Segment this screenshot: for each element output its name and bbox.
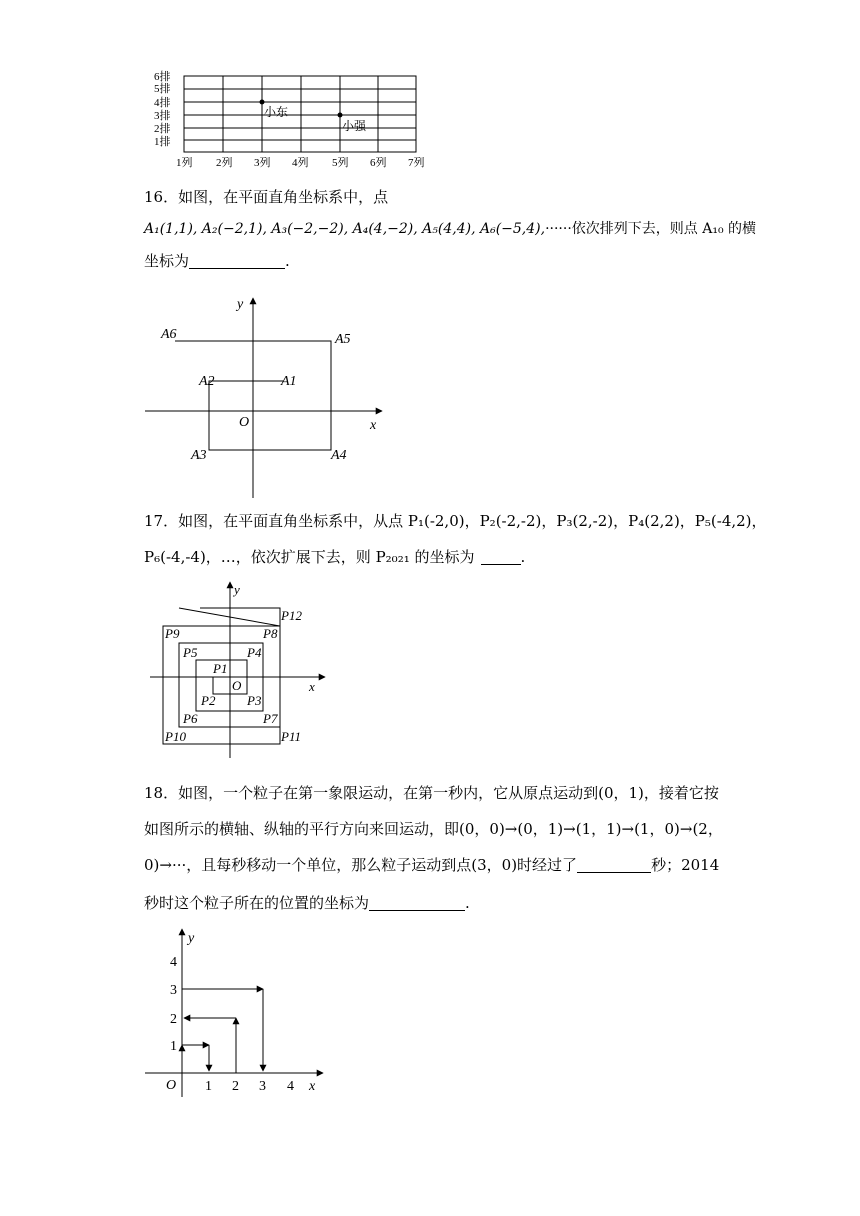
particle-path — [182, 989, 263, 1073]
q16-line2-rest: ······依次排列下去，则点 A₁₀ 的横 — [545, 221, 757, 237]
point-label-p6: P6 — [183, 711, 198, 726]
q18-line2: 如图所示的横轴、纵轴的平行方向来回运动，即(0，0)→(0，1)→(1，1)→(1，0)→(2， — [144, 820, 723, 838]
answer-blank — [189, 254, 285, 269]
col-label: 7列 — [408, 157, 425, 169]
origin-label: O — [232, 678, 242, 693]
point-label-p8: P8 — [263, 626, 278, 641]
point-label-p10: P10 — [165, 729, 186, 744]
q16-line1: 16．如图，在平面直角坐标系中，点 — [144, 188, 389, 206]
q18-particle-figure — [145, 925, 330, 1100]
col-label: 2列 — [216, 157, 233, 169]
point-label-p1: P1 — [213, 661, 228, 676]
point-label-a6: A6 — [161, 327, 177, 342]
q17-line2: P₆(-4,-4)，…，依次扩展下去，则 P₂₀₂₁ 的坐标为 — [144, 548, 475, 566]
q16-spiral-figure — [145, 292, 390, 502]
point-label: 小强 — [342, 119, 367, 133]
y-axis-label: y — [234, 582, 240, 597]
origin-label: O — [239, 415, 250, 430]
point-label-p2: P2 — [201, 693, 216, 708]
point-label-a3: A3 — [191, 448, 207, 463]
origin-label: O — [166, 1078, 177, 1093]
y-tick-label: 2 — [170, 1012, 177, 1027]
seat-grid-figure — [150, 68, 440, 174]
period: . — [285, 252, 290, 270]
point-label-a4: A4 — [331, 448, 347, 463]
x-axis-label: x — [309, 1079, 316, 1094]
point-xiaodong — [260, 100, 265, 105]
spiral-path-end — [200, 608, 280, 626]
point-label-p12: P12 — [281, 608, 302, 623]
col-label: 6列 — [370, 157, 387, 169]
x-axis-label: x — [309, 679, 315, 694]
row-label: 3排 — [154, 110, 171, 122]
q18-line3b: 秒；2014 — [651, 856, 720, 874]
x-axis-label: x — [370, 418, 377, 433]
point-label-p3: P3 — [247, 693, 262, 708]
answer-blank-seconds — [577, 858, 651, 873]
answer-blank-position — [369, 896, 465, 911]
y-tick-label: 3 — [170, 983, 177, 998]
y-axis-label: y — [188, 931, 195, 946]
row-label: 2排 — [154, 123, 171, 135]
x-tick-label: 3 — [259, 1079, 266, 1094]
q16-line3: 坐标为 — [144, 252, 190, 270]
q16-point-list: A₁(1,1), A₂(−2,1), A₃(−2,−2), A₄(4,−2), A₅(4,4), A₆(−5,4), — [144, 221, 546, 237]
x-tick-label: 2 — [232, 1079, 239, 1094]
row-label: 6排 — [154, 71, 171, 83]
q17-line1: 17．如图，在平面直角坐标系中，从点 P₁(-2,0)，P₂(-2,-2)，P₃(2,-2)，P₄(2,2)，P₅(-4,2)， — [144, 512, 767, 530]
x-tick-label: 1 — [205, 1079, 212, 1094]
period: . — [465, 894, 470, 912]
q18-line3a: 0)→···，且每秒移动一个单位，那么粒子运动到点(3，0)时经过了 — [144, 856, 578, 874]
point-label-p11: P11 — [281, 729, 301, 744]
col-label: 4列 — [292, 157, 309, 169]
y-tick-label: 1 — [170, 1039, 177, 1054]
y-axis-label: y — [237, 297, 244, 312]
point-label-a2: A2 — [199, 374, 215, 389]
point-label: 小东 — [264, 105, 289, 119]
period: . — [520, 548, 526, 566]
point-label-p9: P9 — [165, 626, 180, 641]
row-label: 4排 — [154, 97, 171, 109]
col-label: 1列 — [176, 157, 193, 169]
x-tick-label: 4 — [287, 1079, 294, 1094]
col-label: 5列 — [332, 157, 349, 169]
y-tick-label: 4 — [170, 955, 177, 970]
row-label: 5排 — [154, 83, 171, 95]
answer-blank — [481, 550, 521, 565]
point-label-a5: A5 — [335, 332, 351, 347]
point-label-p7: P7 — [263, 711, 278, 726]
point-label-a1: A1 — [281, 374, 297, 389]
q18-line1: 18．如图，一个粒子在第一象限运动，在第一秒内，它从原点运动到(0，1)，接着它按 — [144, 784, 719, 802]
point-xiaoqiang — [338, 113, 343, 118]
col-label: 3列 — [254, 157, 271, 169]
row-label: 1排 — [154, 136, 171, 148]
seat-grid-lines — [184, 76, 416, 152]
point-label-p4: P4 — [247, 645, 262, 660]
q18-line4: 秒时这个粒子所在的位置的坐标为 — [144, 894, 370, 912]
q17-spiral-figure — [145, 578, 330, 763]
outer-square — [163, 626, 280, 744]
point-label-p5: P5 — [183, 645, 198, 660]
